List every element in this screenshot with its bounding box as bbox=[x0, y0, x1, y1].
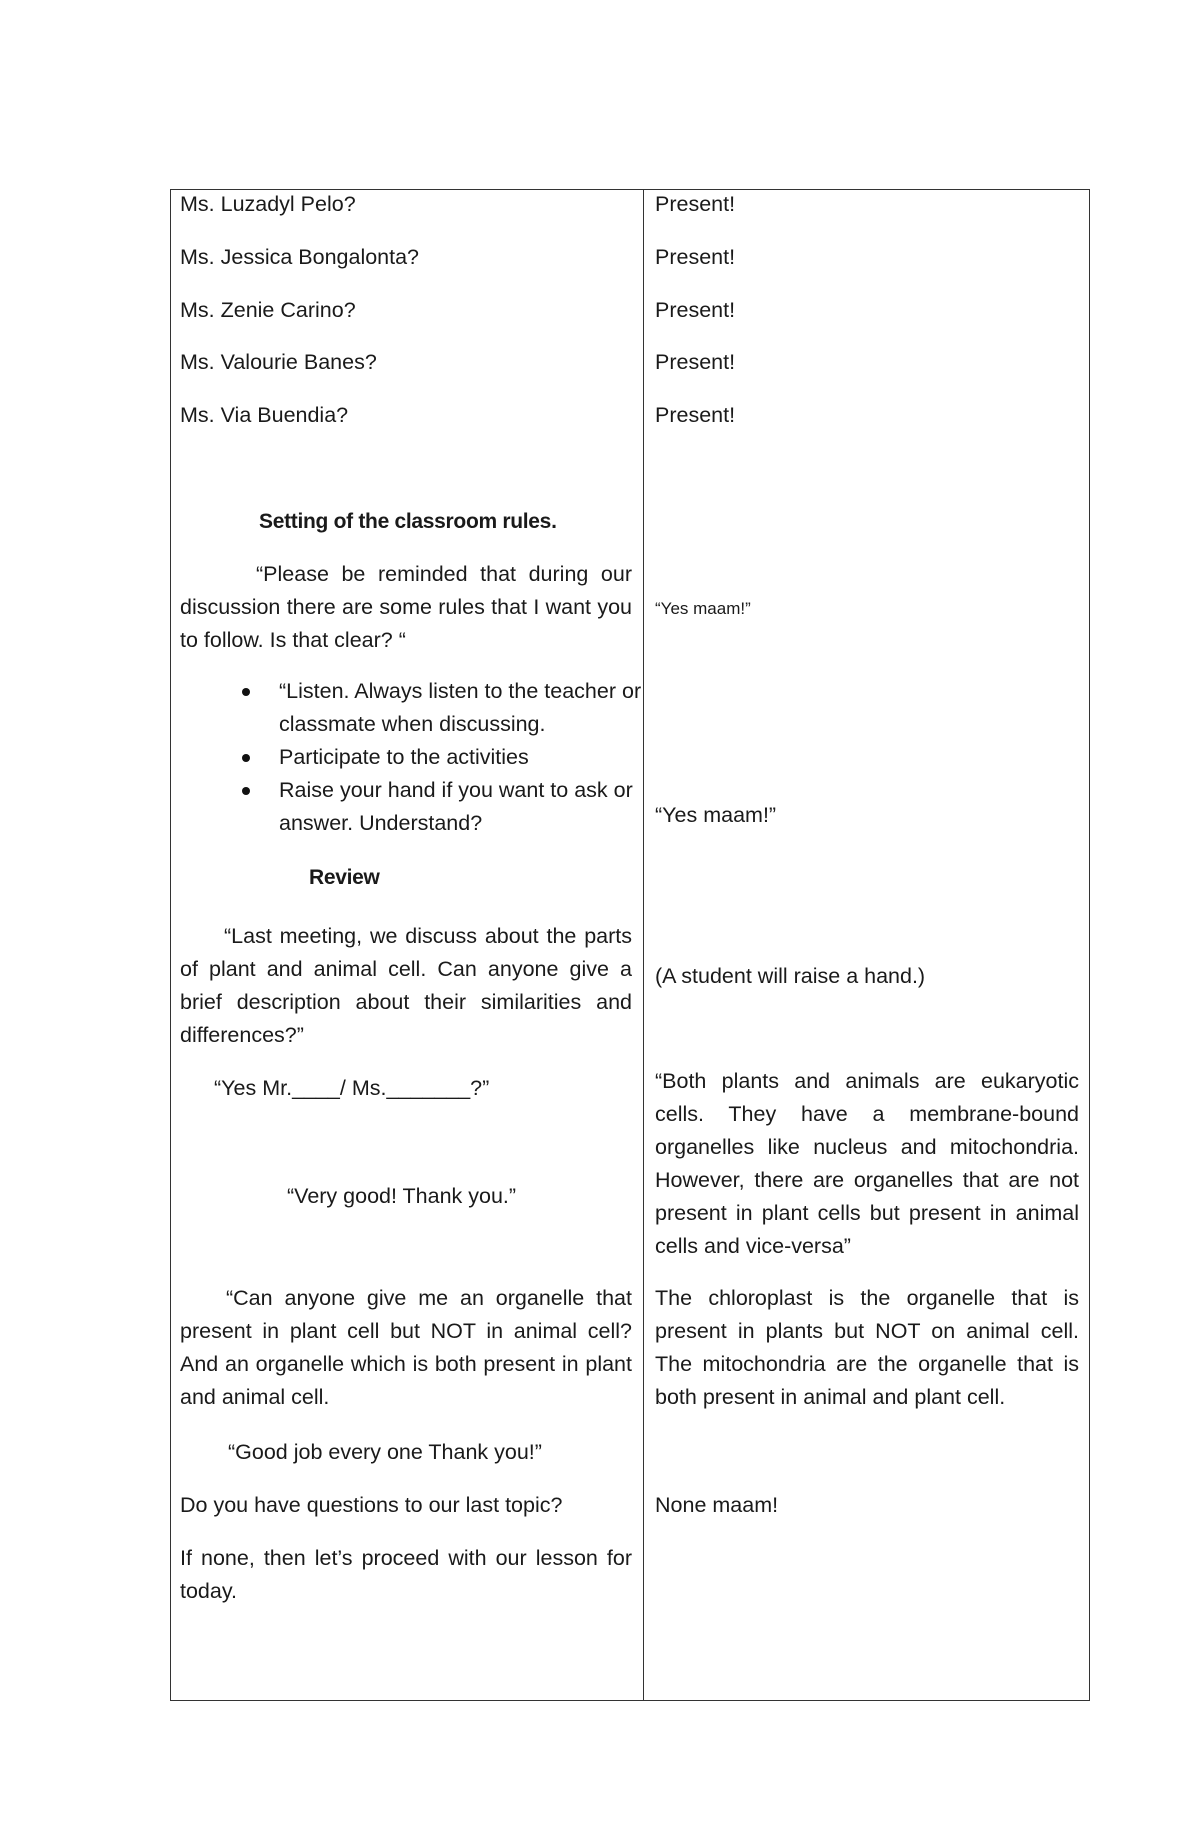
attendance-name: Ms. Luzadyl Pelo? bbox=[180, 192, 356, 216]
attendance-name: Ms. Zenie Carino? bbox=[180, 298, 356, 322]
review-call: “Yes Mr.____/ Ms._______?” bbox=[214, 1076, 490, 1100]
attendance-reply: Present! bbox=[655, 245, 736, 269]
rules-intro: “Please be reminded that during our discussion there are some rules that I want you to follow. Is that clear? “ bbox=[180, 562, 632, 652]
rule-item: Participate to the activities bbox=[279, 741, 674, 774]
attendance-reply: Present! bbox=[655, 403, 736, 427]
attendance-reply: Present! bbox=[655, 298, 736, 322]
attendance-name: Ms. Jessica Bongalonta? bbox=[180, 245, 420, 269]
organelle-question: “Can anyone give me an organelle that present in plant cell but NOT in animal cell? And an organelle which is both present in plant and animal cell. bbox=[180, 1286, 632, 1409]
rules-list bbox=[240, 675, 674, 840]
attendance-reply: Present! bbox=[655, 350, 736, 374]
rules-heading: Setting of the classroom rules. bbox=[259, 510, 557, 533]
attendance-reply: Present! bbox=[655, 192, 736, 216]
bullet-icon bbox=[242, 787, 250, 795]
questions-reply: None maam! bbox=[655, 1493, 779, 1517]
attendance-name: Ms. Valourie Banes? bbox=[180, 350, 377, 374]
review-answer: “Both plants and animals are eukaryotic cells. They have a membrane-bound organelles like nucleus and mitochondria. However, there are organelles that are not present in plant cells but present in animal cells and vice-versa” bbox=[655, 1069, 1079, 1258]
rule-item: “Listen. Always listen to the teacher or classmate when discussing. bbox=[279, 675, 674, 741]
bullet-icon bbox=[242, 688, 250, 696]
rules-intro-reply: “Yes maam!” bbox=[655, 599, 751, 618]
column-divider bbox=[643, 189, 644, 1701]
rule-item: Raise your hand if you want to ask or answer. Understand? bbox=[279, 774, 674, 840]
review-question: “Last meeting, we discuss about the parts of plant and animal cell. Can anyone give a brief description about their similarities and differences?” bbox=[180, 924, 632, 1047]
bullet-icon bbox=[242, 754, 250, 762]
organelle-answer: The chloroplast is the organelle that is present in plants but NOT on animal cell. The mitochondria are the organelle that is both present in animal and plant cell. bbox=[655, 1286, 1079, 1409]
review-heading: Review bbox=[309, 866, 380, 889]
attendance-name: Ms. Via Buendia? bbox=[180, 403, 349, 427]
good-job: “Good job every one Thank you!” bbox=[228, 1440, 542, 1464]
questions-prompt: Do you have questions to our last topic? bbox=[180, 1493, 563, 1517]
review-question-reply: (A student will raise a hand.) bbox=[655, 964, 926, 988]
proceed-text: If none, then let’s proceed with our lesson for today. bbox=[180, 1546, 632, 1603]
review-praise: “Very good! Thank you.” bbox=[287, 1184, 517, 1208]
rules-items-reply: “Yes maam!” bbox=[655, 803, 777, 827]
